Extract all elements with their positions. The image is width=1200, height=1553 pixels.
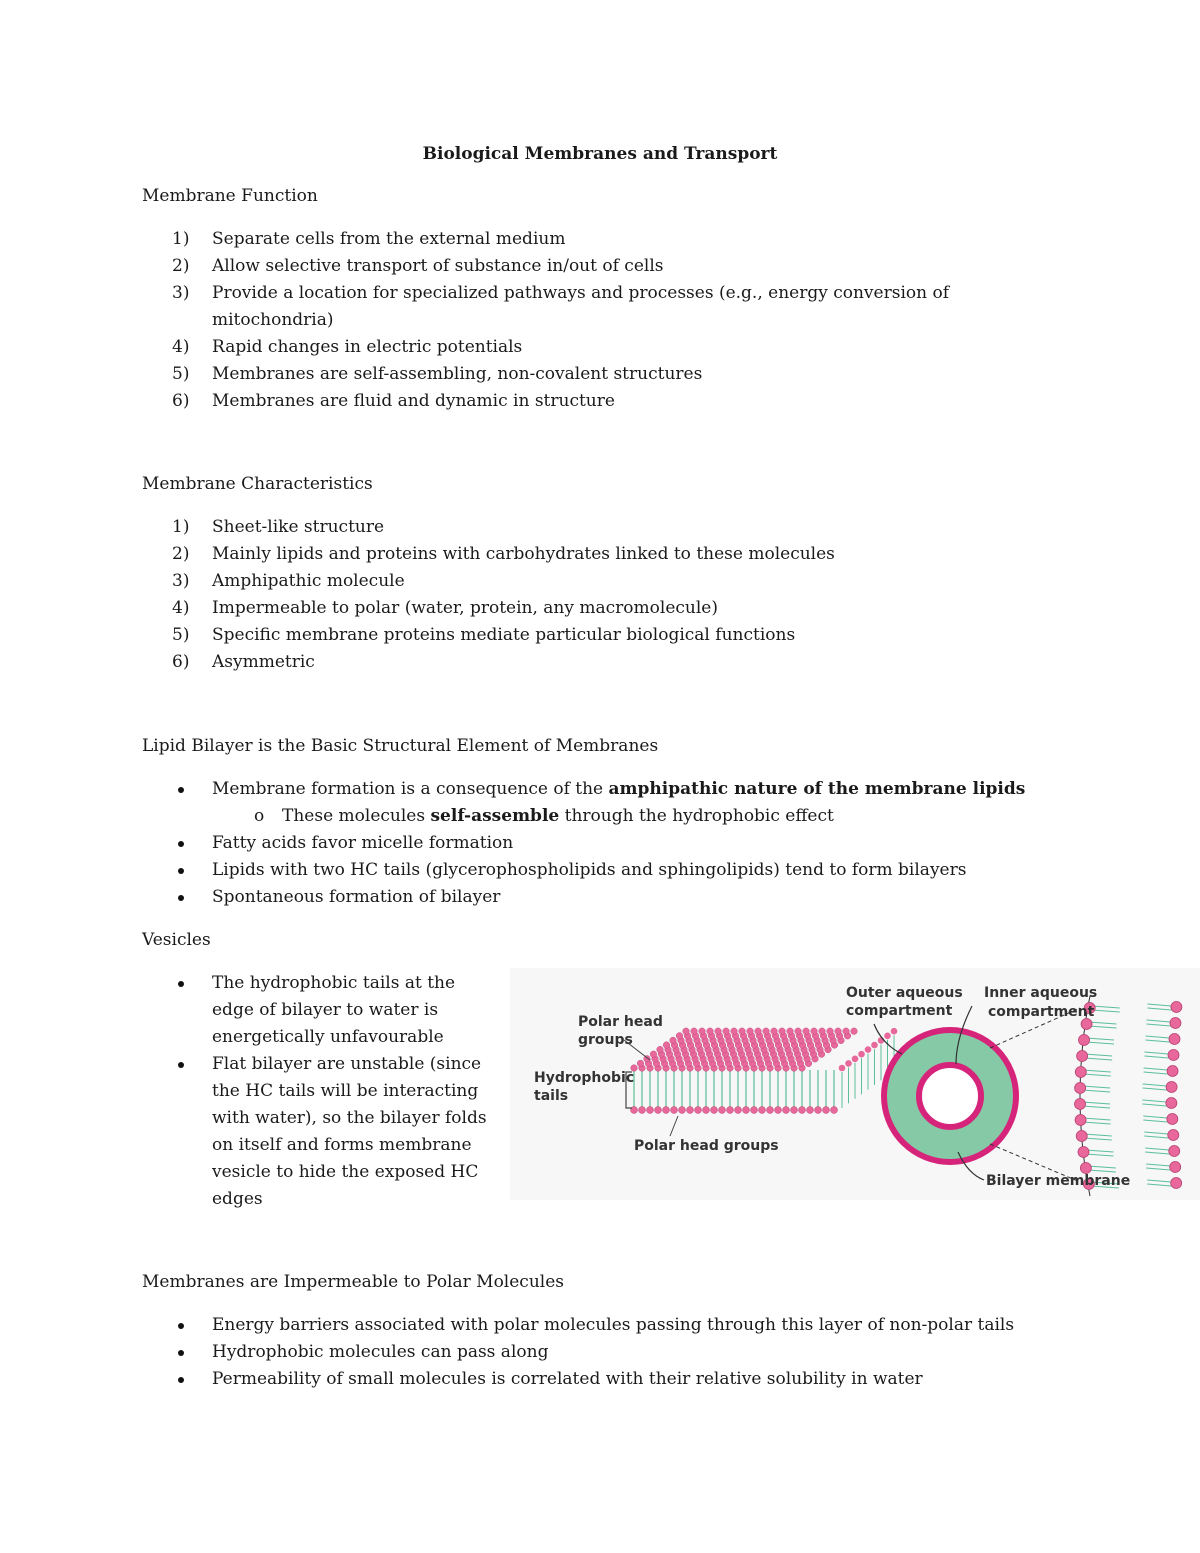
bullet-icon (178, 981, 184, 987)
bullet-icon (178, 1377, 184, 1383)
list-item: The hydrophobic tails at the edge of bilayer to water is energetically unfavourable (172, 970, 502, 1051)
list-item: Membrane formation is a consequence of the amphipathic nature of the membrane lipids (172, 776, 1052, 803)
label-polar-head-2: groups (578, 1032, 633, 1048)
characteristics-list (172, 514, 992, 676)
label-inner-1: Inner aqueous (984, 985, 1098, 1001)
membrane-figure (510, 968, 1200, 1200)
list-item: Lipids with two HC tails (glycerophospholipids and sphingolipids) tend to form bilayers (172, 857, 1052, 884)
heading-vesicles: Vesicles (142, 930, 211, 950)
list-item: Spontaneous formation of bilayer (172, 884, 1052, 911)
list-item: 6) Membranes are fluid and dynamic in structure (172, 391, 615, 411)
label-inner-2: compartment (988, 1004, 1095, 1020)
bullet-icon (178, 1062, 184, 1068)
heading-membrane-function: Membrane Function (142, 186, 318, 206)
list-item: 3) Provide a location for specialized pathways and processes (e.g., energy conversion of mitochondria) (172, 283, 950, 330)
vesicle-illustration (874, 996, 1182, 1196)
list-item: 2) Allow selective transport of substance in/out of cells (172, 256, 664, 276)
list-item: Energy barriers associated with polar molecules passing through this layer of non-polar tails (172, 1312, 1052, 1339)
list-item: 2) Mainly lipids and proteins with carbohydrates linked to these molecules (172, 544, 835, 564)
list-item: 1) Separate cells from the external medium (172, 229, 566, 249)
list-item: 5) Membranes are self-assembling, non-covalent structures (172, 364, 703, 384)
label-outer-1: Outer aqueous (846, 985, 963, 1001)
bullet-icon (178, 868, 184, 874)
bilayer-list (172, 776, 1052, 911)
heading-lipid-bilayer: Lipid Bilayer is the Basic Structural Element of Membranes (142, 736, 659, 756)
impermeable-list (172, 1312, 1052, 1393)
bullet-icon (178, 1323, 184, 1329)
list-item: 6) Asymmetric (172, 652, 315, 672)
list-item: 5) Specific membrane proteins mediate particular biological functions (172, 625, 796, 645)
label-polar-head-bottom: Polar head groups (634, 1138, 779, 1154)
bullet-icon (178, 841, 184, 847)
label-hydrophobic-1: Hydrophobic (534, 1070, 635, 1086)
list-item: 4) Impermeable to polar (water, protein, any macromolecule) (172, 598, 718, 618)
bullet-icon (178, 787, 184, 793)
function-list (172, 226, 992, 415)
bullet-icon (178, 895, 184, 901)
list-item: 3) Amphipathic molecule (172, 571, 405, 591)
label-polar-head-1: Polar head (578, 1014, 663, 1030)
page-title: Biological Membranes and Transport (422, 144, 778, 164)
bilayer-slab-illustration (624, 1028, 897, 1136)
label-hydrophobic-2: tails (534, 1088, 569, 1104)
label-outer-2: compartment (846, 1003, 953, 1019)
label-bilayer-membrane: Bilayer membrane (986, 1173, 1131, 1189)
list-item: Fatty acids favor micelle formation (172, 830, 1052, 857)
list-item: 4) Rapid changes in electric potentials (172, 337, 523, 357)
bullet-icon (178, 1350, 184, 1356)
list-item: Flat bilayer are unstable (since the HC tails will be interacting with water), so the bilayer folds on itself and forms membrane vesicle to hide the exposed HC edges (172, 1051, 502, 1213)
list-item: Permeability of small molecules is correlated with their relative solubility in water (172, 1366, 1052, 1393)
sub-bullet-marker: o (254, 806, 265, 826)
list-item: 1) Sheet-like structure (172, 517, 385, 537)
heading-membrane-characteristics: Membrane Characteristics (142, 474, 373, 494)
bilayer-vesicle-diagram (510, 968, 1200, 1200)
list-item: Hydrophobic molecules can pass along (172, 1339, 1052, 1366)
heading-impermeable: Membranes are Impermeable to Polar Molecules (142, 1272, 564, 1292)
sub-list-item: o These molecules self-assemble through the hydrophobic effect (172, 803, 1052, 830)
vesicles-list (172, 970, 502, 1213)
